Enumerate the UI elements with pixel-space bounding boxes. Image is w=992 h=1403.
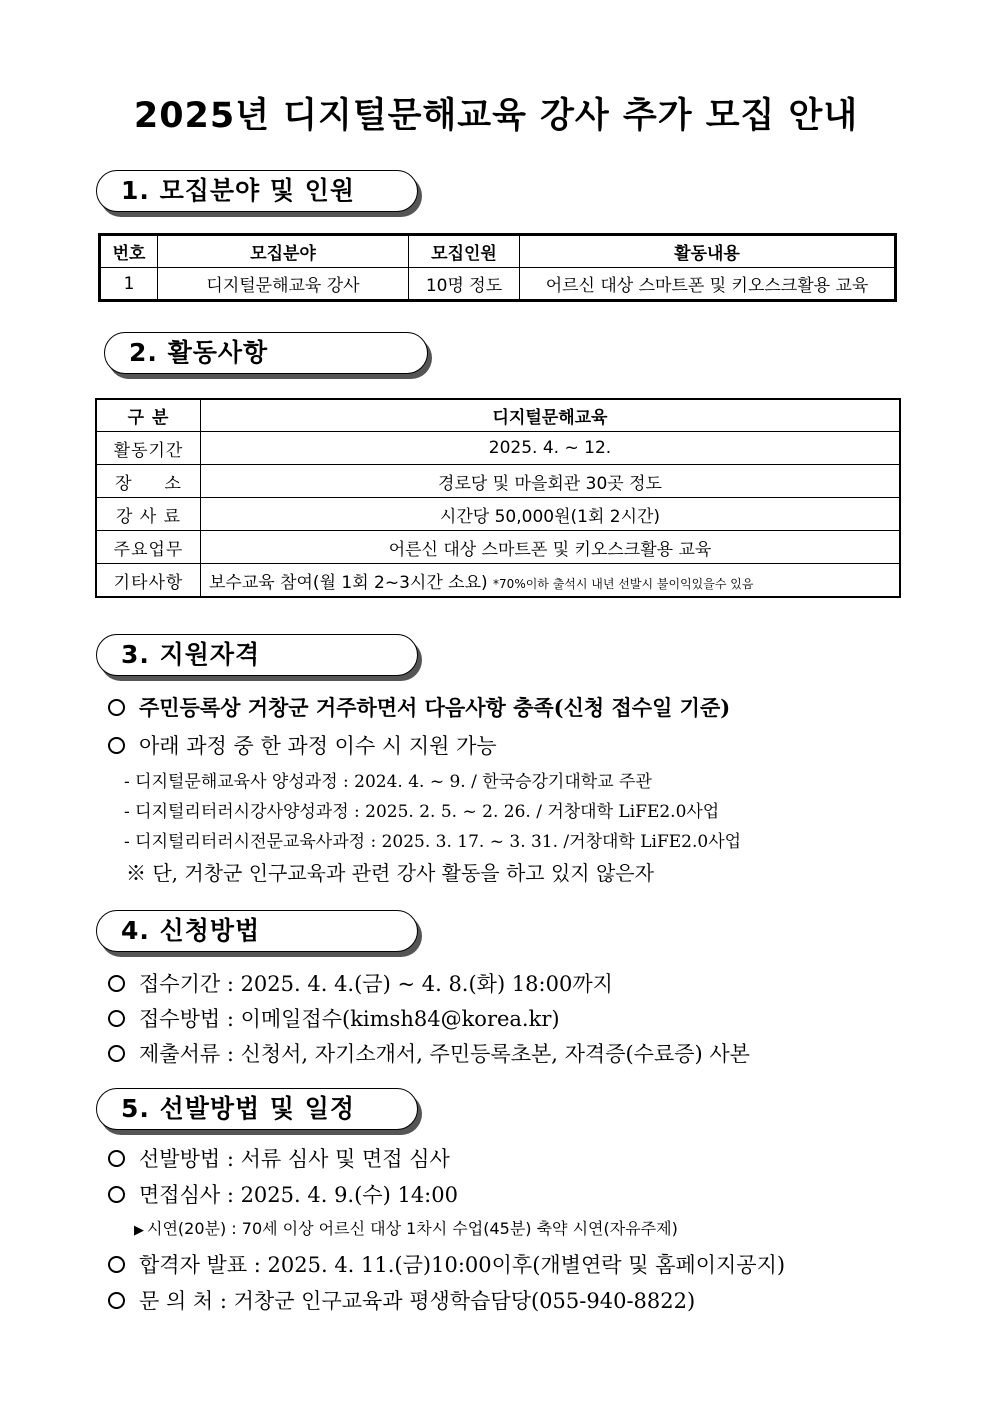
table-row [101,268,895,300]
circle-bullet-icon [108,1256,125,1273]
selection-text: 선발방법 : 서류 심사 및 면접 심사 [139,1147,450,1171]
circle-bullet-icon [108,1150,125,1167]
table-row [97,498,900,531]
selection-item [108,1285,695,1315]
table-cell: 디지털문해교육 강사 [158,268,409,300]
table-header-row [97,400,900,432]
apply-item [108,1038,750,1068]
row-label: 강 사 료 [97,498,201,531]
section-5-heading: 5. 선발방법 및 일정 [96,1088,418,1130]
apply-text: 접수방법 : 이메일접수(kimsh84@korea.kr) [139,1007,560,1031]
apply-item [108,968,613,998]
row-value-text: 보수교육 참여(월 1회 2~3시간 소요) [209,572,488,593]
section-1-heading: 1. 모집분야 및 인원 [96,170,418,212]
demo-item [134,1216,678,1239]
apply-item [108,1003,560,1033]
selection-item [108,1143,450,1173]
demo-text: 시연(20분) : 70세 이상 어르신 대상 1차시 수업(45분) 축약 시연(자유주제) [147,1219,678,1238]
section-3-heading: 3. 지원자격 [96,634,418,676]
row-value [201,564,900,597]
table-row [97,564,900,597]
selection-item [108,1249,785,1279]
qualification-item [108,730,497,760]
circle-bullet-icon [108,699,125,716]
course-item: - 디지털문해교육사 양성과정 : 2024. 4. ~ 9. / 한국승강기대학교 주관 [124,772,652,792]
table-header-cell: 디지털문해교육 [201,400,900,432]
row-label: 주요업무 [97,531,201,564]
course-item: - 디지털리터러시전문교육사과정 : 2025. 3. 17. ~ 3. 31. /거창대학 LiFE2.0사업 [124,832,742,852]
circle-bullet-icon [108,737,125,754]
selection-text: 문 의 처 : 거창군 인구교육과 평생학습담당(055-940-8822) [139,1289,696,1313]
apply-text: 제출서류 : 신청서, 자기소개서, 주민등록초본, 자격증(수료증) 사본 [139,1042,750,1066]
table-row [97,432,900,465]
table-header-cell: 모집인원 [409,236,520,268]
circle-bullet-icon [108,1010,125,1027]
qualification-text: 주민등록상 거창군 거주하면서 다음사항 충족(신청 접수일 기준) [139,695,731,720]
page-title: 2025년 디지털문해교육 강사 추가 모집 안내 [133,96,859,136]
table-header-cell: 모집분야 [158,236,409,268]
table-cell: 1 [101,268,158,300]
row-value: 시간당 50,000원(1회 2시간) [201,498,900,531]
row-value: 2025. 4. ~ 12. [201,432,900,465]
row-note: *70%이하 출석시 내년 선발시 불이익있을수 있음 [493,576,754,591]
selection-item [108,1179,458,1209]
table-cell: 10명 정도 [409,268,520,300]
activity-table [96,399,900,597]
section-4-heading: 4. 신청방법 [96,910,418,952]
course-item: - 디지털리터러시강사양성과정 : 2025. 2. 5. ~ 2. 26. / 거창대학 LiFE2.0사업 [124,802,720,822]
table-header-cell: 번호 [101,236,158,268]
apply-text: 접수기간 : 2025. 4. 4.(금) ~ 4. 8.(화) 18:00까지 [139,972,613,996]
qualification-item [108,692,730,722]
row-label: 장 소 [97,465,201,498]
recruit-table [100,235,895,300]
table-header-cell: 활동내용 [520,236,895,268]
qualification-note: ※ 단, 거창군 인구교육과 관련 강사 활동을 하고 있지 않은자 [126,861,654,885]
table-row [97,465,900,498]
qualification-text: 아래 과정 중 한 과정 이수 시 지원 가능 [139,734,497,758]
selection-text: 합격자 발표 : 2025. 4. 11.(금)10:00이후(개별연락 및 홈페이지공지) [139,1253,786,1277]
circle-bullet-icon [108,1186,125,1203]
table-header-row [101,236,895,268]
table-cell: 어르신 대상 스마트폰 및 키오스크활용 교육 [520,268,895,300]
circle-bullet-icon [108,1045,125,1062]
table-header-cell: 구 분 [97,400,201,432]
selection-text: 면접심사 : 2025. 4. 9.(수) 14:00 [139,1183,458,1207]
row-value: 어른신 대상 스마트폰 및 키오스크활용 교육 [201,531,900,564]
table-row [97,531,900,564]
row-value: 경로당 및 마을회관 30곳 정도 [201,465,900,498]
triangle-bullet-icon: ▶ [134,1223,144,1238]
circle-bullet-icon [108,1292,125,1309]
row-label: 활동기간 [97,432,201,465]
circle-bullet-icon [108,975,125,992]
row-label: 기타사항 [97,564,201,597]
section-2-heading: 2. 활동사항 [104,332,428,374]
